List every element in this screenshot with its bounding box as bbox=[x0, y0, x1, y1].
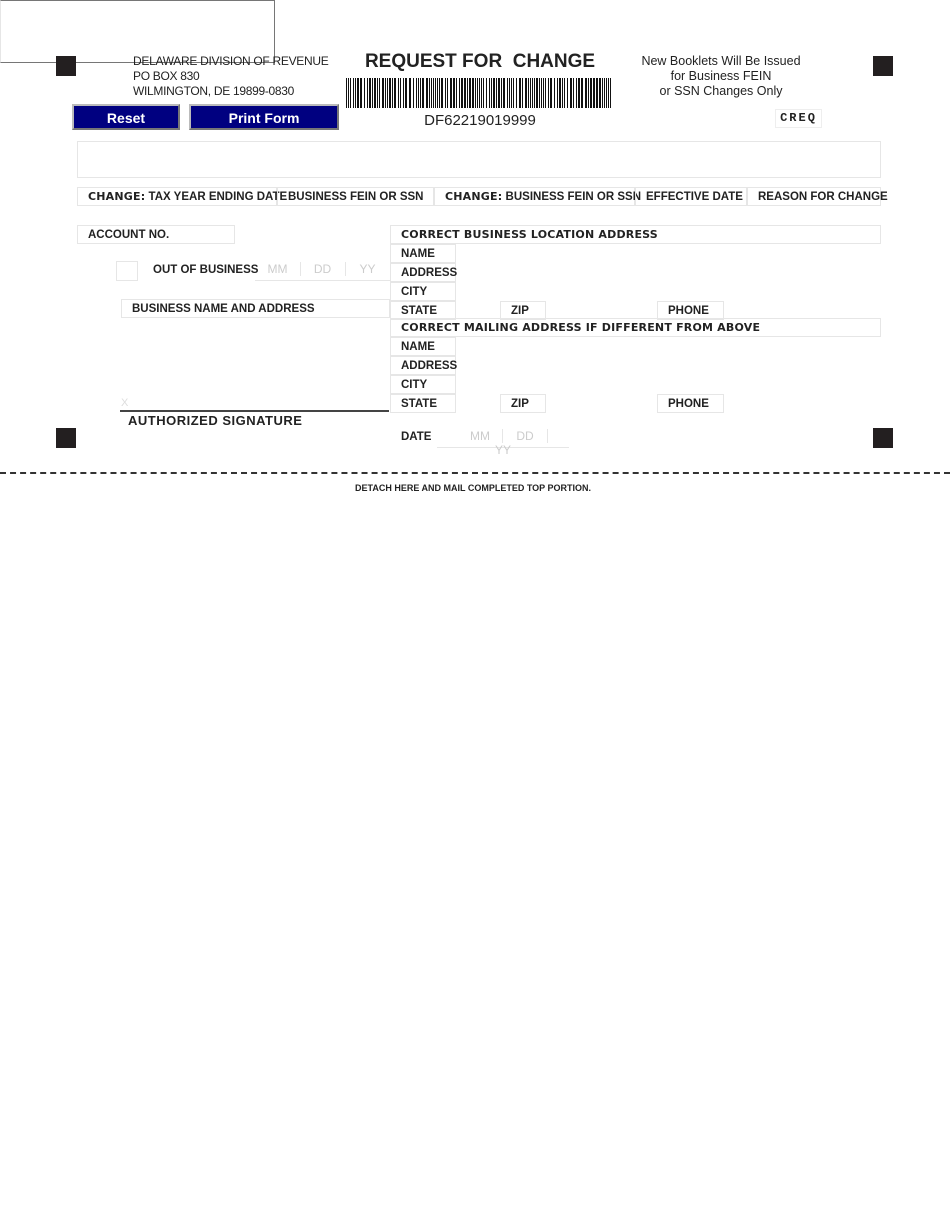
location-state-label: STATE bbox=[390, 301, 456, 320]
location-zip-label: ZIP bbox=[500, 301, 546, 320]
registration-mark bbox=[56, 56, 76, 76]
detach-line bbox=[0, 472, 950, 474]
location-heading: CORRECT BUSINESS LOCATION ADDRESS bbox=[390, 225, 881, 244]
note-line: or SSN Changes Only bbox=[659, 84, 783, 98]
business-name-address-label: BUSINESS NAME AND ADDRESS bbox=[121, 299, 390, 318]
barcode bbox=[346, 78, 614, 108]
agency-city: WILMINGTON, DE 19899-0830 bbox=[133, 84, 295, 98]
document-id: DF62219019999 bbox=[424, 112, 536, 129]
location-address-input[interactable] bbox=[456, 263, 881, 282]
print-form-button[interactable]: Print Form bbox=[189, 104, 339, 130]
mailing-state-label: STATE bbox=[390, 394, 456, 413]
effective-date-header: EFFECTIVE DATE bbox=[635, 187, 747, 206]
detach-instruction: DETACH HERE AND MAIL COMPLETED TOP PORTION. bbox=[354, 483, 591, 493]
tax-year-ending-header bbox=[77, 187, 288, 206]
date-label: DATE bbox=[401, 431, 432, 443]
signature-date[interactable] bbox=[437, 429, 569, 457]
change-fein-label: BUSINESS FEIN OR SSN bbox=[502, 191, 642, 203]
form-code: CREQ bbox=[775, 109, 822, 128]
mailing-address-input[interactable] bbox=[456, 356, 881, 375]
mailing-city-label: CITY bbox=[390, 375, 456, 394]
location-city-input[interactable] bbox=[456, 282, 881, 301]
location-phone-label: PHONE bbox=[657, 301, 724, 320]
mailing-heading: CORRECT MAILING ADDRESS IF DIFFERENT FROM ABOVE bbox=[390, 318, 881, 337]
effective-date-input[interactable] bbox=[635, 206, 747, 225]
change-fein-header bbox=[434, 187, 642, 206]
tax-year-ending-input[interactable] bbox=[77, 206, 277, 225]
location-city-label: CITY bbox=[390, 282, 456, 301]
mailing-address-label: ADDRESS bbox=[390, 356, 456, 375]
out-of-business-date[interactable] bbox=[255, 262, 390, 281]
note-line: New Booklets Will Be Issued bbox=[641, 54, 801, 68]
fein-input[interactable] bbox=[277, 206, 434, 225]
account-no-input[interactable] bbox=[235, 225, 390, 244]
agency-po-box: PO BOX 830 bbox=[133, 69, 200, 83]
agency-name: DELAWARE DIVISION OF REVENUE bbox=[133, 54, 329, 68]
day-placeholder: DD bbox=[301, 262, 346, 276]
location-name-label: NAME bbox=[390, 244, 456, 263]
month-placeholder: MM bbox=[458, 429, 503, 443]
out-of-business-checkbox[interactable] bbox=[116, 261, 138, 281]
mailing-phone-input[interactable] bbox=[724, 394, 881, 413]
authorized-signature-label: AUTHORIZED SIGNATURE bbox=[128, 413, 303, 428]
agency-address bbox=[133, 54, 328, 99]
new-fein-input[interactable] bbox=[434, 206, 635, 225]
out-of-business-label: OUT OF BUSINESS bbox=[153, 264, 259, 276]
mailing-phone-label: PHONE bbox=[657, 394, 724, 413]
registration-mark bbox=[873, 428, 893, 448]
mailing-state-input[interactable] bbox=[456, 394, 500, 413]
day-placeholder: DD bbox=[503, 429, 548, 443]
mailing-zip-input[interactable] bbox=[546, 394, 657, 413]
mailing-name-input[interactable] bbox=[456, 337, 881, 356]
registration-mark bbox=[56, 428, 76, 448]
note-line: for Business FEIN bbox=[670, 69, 772, 83]
mailing-city-input[interactable] bbox=[456, 375, 881, 394]
reset-button[interactable]: Reset bbox=[72, 104, 180, 130]
registration-mark bbox=[873, 56, 893, 76]
booklet-note bbox=[621, 54, 821, 99]
location-name-input[interactable] bbox=[456, 244, 881, 263]
mailing-name-label: NAME bbox=[390, 337, 456, 356]
top-entry-field[interactable] bbox=[77, 141, 881, 178]
location-address-label: ADDRESS bbox=[390, 263, 456, 282]
mailing-zip-label: ZIP bbox=[500, 394, 546, 413]
tax-year-label: TAX YEAR ENDING DATE bbox=[145, 191, 288, 203]
fein-header: BUSINESS FEIN OR SSN bbox=[277, 187, 434, 206]
reason-header: REASON FOR CHANGE bbox=[747, 187, 881, 206]
account-no-label: ACCOUNT NO. bbox=[77, 225, 235, 244]
month-placeholder: MM bbox=[256, 262, 301, 276]
reason-input[interactable] bbox=[747, 206, 881, 225]
form-title: REQUEST FOR CHANGE bbox=[364, 51, 596, 72]
change-label: CHANGE: bbox=[88, 190, 146, 203]
signature-x-mark: X bbox=[121, 397, 129, 409]
signature-line[interactable] bbox=[120, 410, 389, 412]
change-label: CHANGE: bbox=[445, 190, 503, 203]
year-placeholder: YY bbox=[359, 262, 376, 276]
year-placeholder: YY bbox=[494, 443, 511, 457]
